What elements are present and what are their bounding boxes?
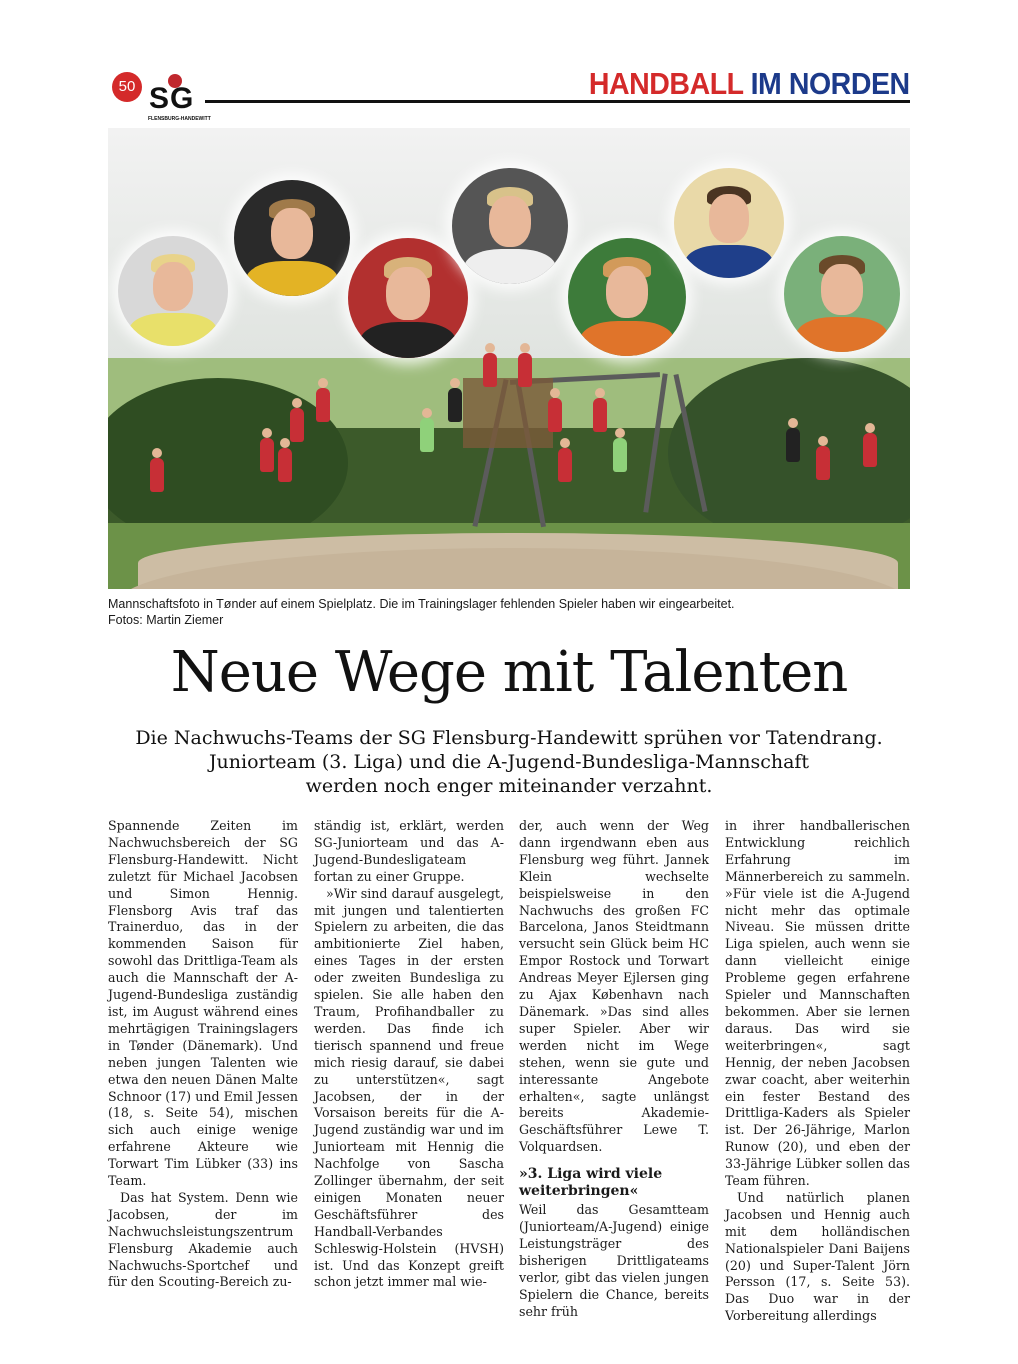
player-portrait bbox=[234, 180, 350, 296]
logo-text: SG bbox=[149, 82, 195, 115]
player bbox=[260, 438, 274, 472]
paragraph: ständig ist, erklärt, werden SG-Juniorteam und das A-Jugend-Bundesligateam fortan zu einer Gruppe. bbox=[314, 818, 504, 884]
team-photo bbox=[108, 128, 910, 589]
logo-subtitle: FLENSBURG-HANDEWITT bbox=[148, 116, 211, 122]
caption-text: Mannschaftsfoto in Tønder auf einem Spielplatz. Die im Trainingslager fehlenden Spieler haben wir eingearbeitet. bbox=[108, 597, 735, 611]
section-title bbox=[589, 66, 910, 102]
player-portrait bbox=[674, 168, 784, 278]
player bbox=[786, 428, 800, 462]
article-column-1 bbox=[108, 818, 298, 1291]
lead-line: Juniorteam (3. Liga) und die A-Jugend-Bundesliga-Mannschaft bbox=[208, 751, 810, 773]
paragraph: »Wir sind darauf ausgelegt, mit jungen und talentierten Spielern zu arbeiten, die das ambitionierte Ziel haben, eines Tages in der ersten oder zweiten Bundesliga zu spielen. Sie alle haben den Traum, Profihandballer zu werden. Das finde ich tierisch spannend und freue mich riesig darauf, sie dabei zu unterstützen«, sagt Jacobsen, der in der Vorsaison bereits für die A-Jugend zuständig war und im Juniorteam mit Hennig die Nachfolge von Sascha Zollinger übernahm, der seit einigen Monaten neuer Geschäftsführer des Handball-Verbandes Schleswig-Holstein (HVSH) ist. Und das Konzept greift schon jetzt immer mal wie- bbox=[314, 885, 504, 1290]
page-number-badge: 50 bbox=[112, 72, 142, 102]
lead-line: werden noch enger miteinander verzahnt. bbox=[305, 775, 713, 797]
player bbox=[483, 353, 497, 387]
player bbox=[290, 408, 304, 442]
paragraph: Und natürlich planen Jacobsen und Hennig auch mit dem holländischen Nationalspieler Dani Baijens (20) und Super-Talent Jörn Persson (17, s. Seite 53). Das Duo war in der Vorbereitung allerdings bbox=[725, 1189, 910, 1324]
player-portrait bbox=[452, 168, 568, 284]
player bbox=[420, 418, 434, 452]
headline: Neue Wege mit Talenten bbox=[170, 640, 848, 705]
player bbox=[816, 446, 830, 480]
player bbox=[316, 388, 330, 422]
article-column-3 bbox=[519, 818, 709, 1320]
player bbox=[150, 458, 164, 492]
article-column-2 bbox=[314, 818, 504, 1291]
climbing-tower bbox=[463, 378, 553, 448]
player bbox=[548, 398, 562, 432]
player bbox=[613, 438, 627, 472]
paragraph: der, auch wenn der Weg dann irgendwann eben aus Flensburg weg führt. Jannek Klein wechselte beispielsweise in den Nachwuchs des großen FC Barcelona, Janos Steidtmann versucht sein Glück beim HC Empor Rostock und Torwart Andreas Meyer Ejlersen ging zu Ajax København nach Dänemark. »Das sind alles super Spieler. Aber wir werden nicht im Wege stehen, wenn sie gute und interessante Angebote erhalten«, sagte unlängst bereits Akademie-Geschäftsführer Lewe T. Volquardsen. bbox=[519, 818, 709, 1155]
article-column-4 bbox=[725, 818, 910, 1325]
paragraph: Spannende Zeiten im Nachwuchsbereich der SG Flensburg-Handewitt. Nicht zuletzt für Michael Jacobsen und Simon Hennig. Flensborg Avis traf das Trainerduo, das in der kommenden Saison für sowohl das Drittliga-Team als auch die Mannschaft der A-Jugend-Bundesliga zuständig ist, im August während eines mehrtägigen Trainingslagers in Tønder (Dänemark). Und neben jungen Talenten wie etwa den neuen Dänen Malte Schnoor (17) und Emil Jessen (18, s. Seite 54), mischen sich auch einige wenige erfahrene Akteure wie Torwart Tim Lübker (33) ins Team. bbox=[108, 818, 298, 1189]
player bbox=[448, 388, 462, 422]
lead-paragraph bbox=[108, 726, 910, 798]
player bbox=[593, 398, 607, 432]
section-title-blue: IM NORDEN bbox=[750, 66, 910, 101]
subheading: »3. Liga wird viele weiterbringen« bbox=[519, 1166, 663, 1200]
paragraph: Das hat System. Denn wie Jacobsen, der im Nachwuchsleistungszentrum Flensburg Akademie auch Nachwuchs-Sportchef und für den Scouting-Bereich zu- bbox=[108, 1189, 298, 1290]
player bbox=[278, 448, 292, 482]
player-portrait bbox=[784, 236, 900, 352]
player bbox=[863, 433, 877, 467]
section-title-red: HANDBALL bbox=[589, 66, 744, 101]
sg-flensburg-logo bbox=[146, 70, 210, 126]
player-portrait bbox=[568, 238, 686, 356]
player bbox=[558, 448, 572, 482]
paragraph: in ihrer handballerischen Entwicklung reichlich Erfahrung im Männerbereich zu sammeln. »Für viele ist die A-Jugend nicht mehr das optimale Niveau. Sie müssen dritte Liga spielen, auch wenn sie dann vielleicht einige Probleme gegen erfahrene Spieler und Mannschaften bekommen. Aber sie lernen daraus. Das wird sie weiterbringen«, sagt Hennig, der neben Jacobsen zwar coacht, aber weiterhin ein fester Bestand des Drittliga-Kaders als Spieler ist. Der 26-Jährige, Marlon Runow (20), und eben der 33-Jährige Lübker sollen das Team führen. bbox=[725, 818, 910, 1189]
player-portrait bbox=[348, 238, 468, 358]
photo-caption bbox=[108, 596, 910, 628]
player-portrait bbox=[118, 236, 228, 346]
lead-line: Die Nachwuchs-Teams der SG Flensburg-Handewitt sprühen vor Tatendrang. bbox=[135, 727, 883, 749]
player bbox=[518, 353, 532, 387]
paragraph: Weil das Gesamtteam (Juniorteam/A-Jugend) einige Leistungsträger des bisherigen Drittligateams verlor, gibt das vielen jungen Spielern die Chance, bereits sehr früh bbox=[519, 1202, 709, 1319]
photo-credit: Fotos: Martin Ziemer bbox=[108, 613, 224, 627]
